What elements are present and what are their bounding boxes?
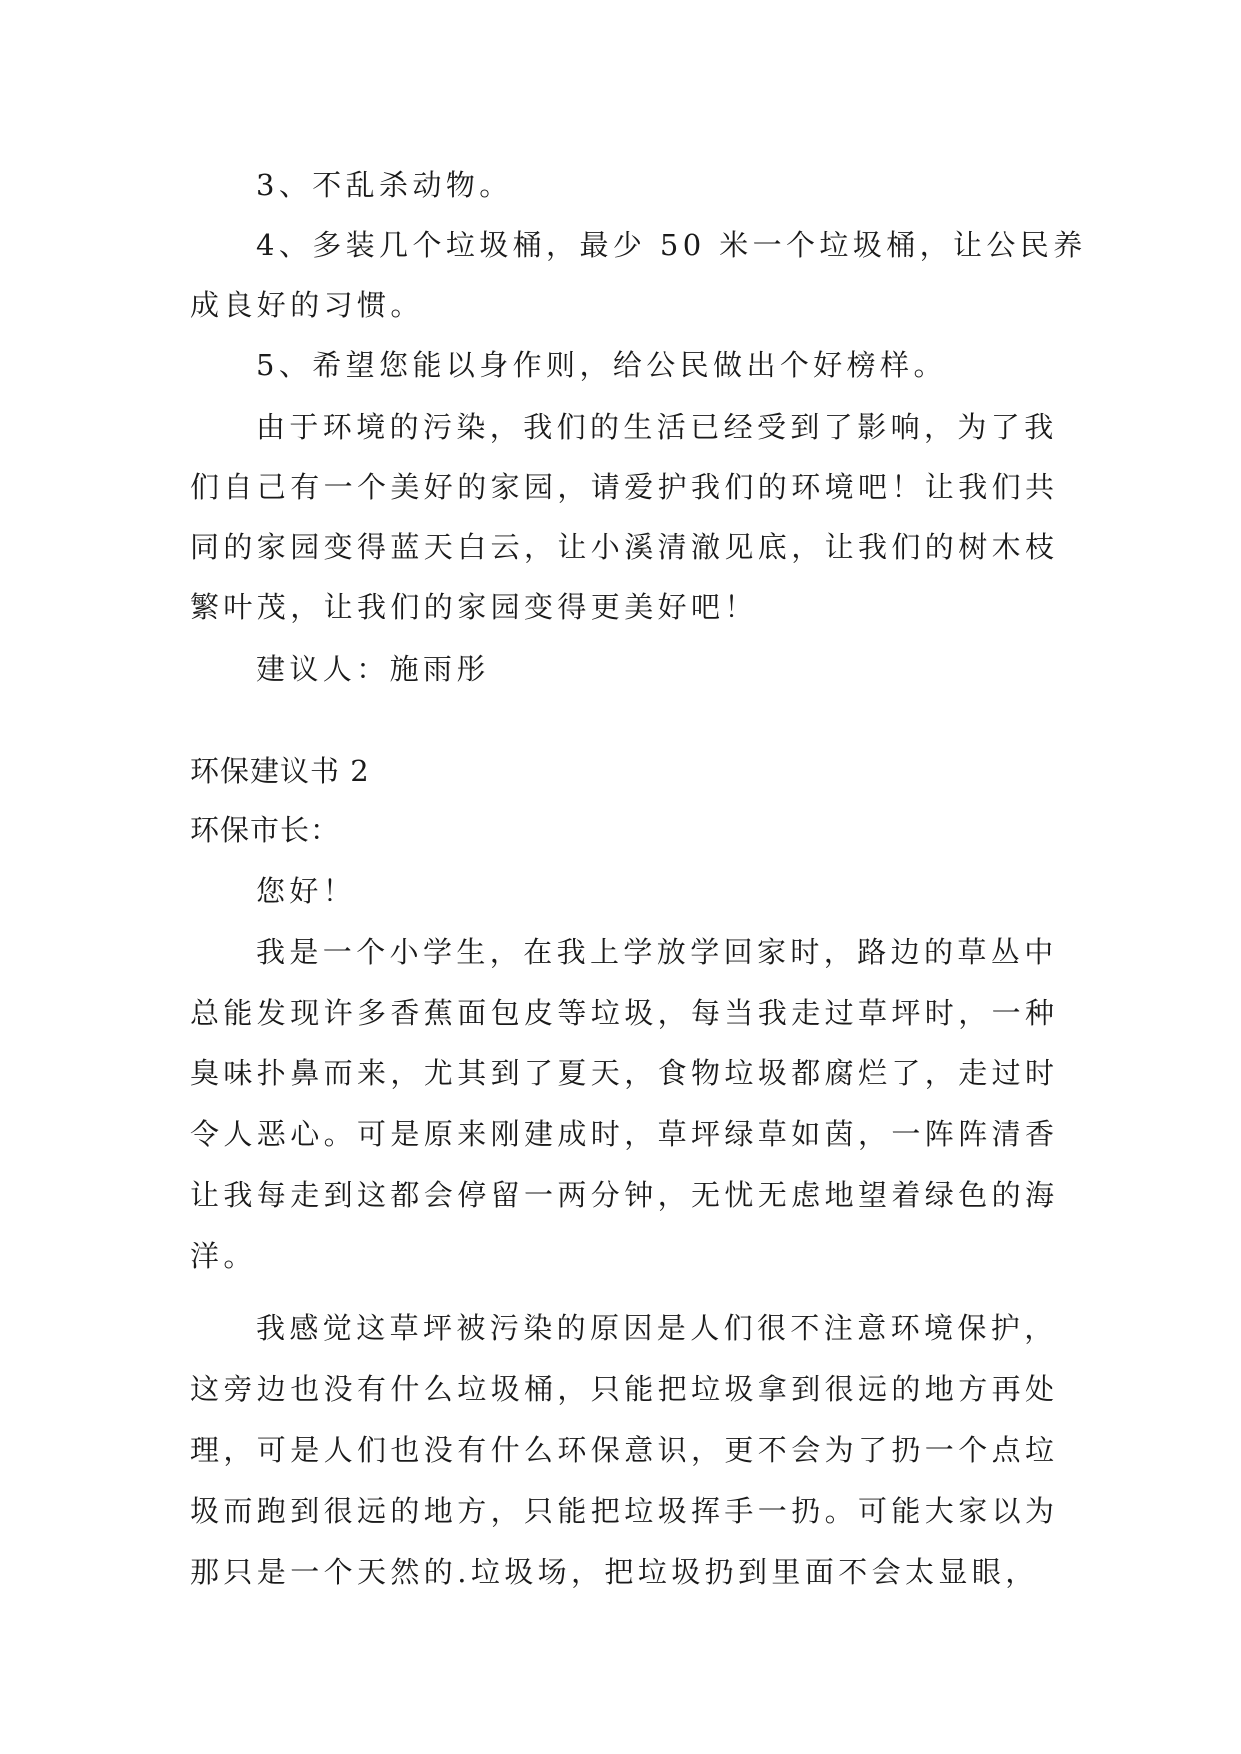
closing-paragraph-line-1: 由于环境的污染，我们的生活已经受到了影响，为了我 bbox=[256, 410, 1058, 444]
paragraph-1-line-1: 我是一个小学生，在我上学放学回家时，路边的草丛中 bbox=[256, 935, 1058, 969]
paragraph-2-line-2: 这旁边也没有什么垃圾桶，只能把垃圾拿到很远的地方再处 bbox=[190, 1372, 1059, 1406]
closing-paragraph-line-4: 繁叶茂，让我们的家园变得更美好吧！ bbox=[190, 590, 758, 624]
closing-paragraph-line-2: 们自己有一个美好的家园，请爱护我们的环境吧！让我们共 bbox=[190, 470, 1059, 504]
greeting: 您好！ bbox=[256, 874, 357, 908]
paragraph-1-line-3: 臭味扑鼻而来，尤其到了夏天，食物垃圾都腐烂了，走过时 bbox=[190, 1056, 1059, 1090]
suggestion-item-4-line-1: 4、多装几个垃圾桶，最少 50 米一个垃圾桶，让公民养 bbox=[256, 228, 1087, 262]
paragraph-1-line-4: 令人恶心。可是原来刚建成时，草坪绿草如茵，一阵阵清香 bbox=[190, 1117, 1059, 1151]
signature: 建议人：施雨彤 bbox=[256, 652, 490, 686]
paragraph-1-line-2: 总能发现许多香蕉面包皮等垃圾，每当我走过草坪时，一种 bbox=[190, 996, 1059, 1030]
paragraph-1-line-6: 洋。 bbox=[190, 1239, 257, 1273]
salutation: 环保市长： bbox=[190, 813, 341, 847]
paragraph-2-line-3: 理，可是人们也没有什么环保意识，更不会为了扔一个点垃 bbox=[190, 1433, 1059, 1467]
closing-paragraph-line-3: 同的家园变得蓝天白云，让小溪清澈见底，让我们的树木枝 bbox=[190, 530, 1059, 564]
suggestion-item-4-line-2: 成良好的习惯。 bbox=[190, 288, 424, 322]
suggestion-item-3: 3、不乱杀动物。 bbox=[256, 168, 513, 202]
suggestion-item-5: 5、希望您能以身作则，给公民做出个好榜样。 bbox=[256, 348, 947, 382]
paragraph-2-line-4: 圾而跑到很远的地方，只能把垃圾挥手一扔。可能大家以为 bbox=[190, 1494, 1059, 1528]
paragraph-2-line-5: 那只是一个天然的.垃圾场，把垃圾扔到里面不会太显眼， bbox=[190, 1555, 1039, 1589]
section-title: 环保建议书 2 bbox=[190, 754, 370, 788]
paragraph-2-line-1: 我感觉这草坪被污染的原因是人们很不注意环境保护， bbox=[256, 1311, 1058, 1345]
paragraph-1-line-5: 让我每走到这都会停留一两分钟，无忧无虑地望着绿色的海 bbox=[190, 1178, 1059, 1212]
